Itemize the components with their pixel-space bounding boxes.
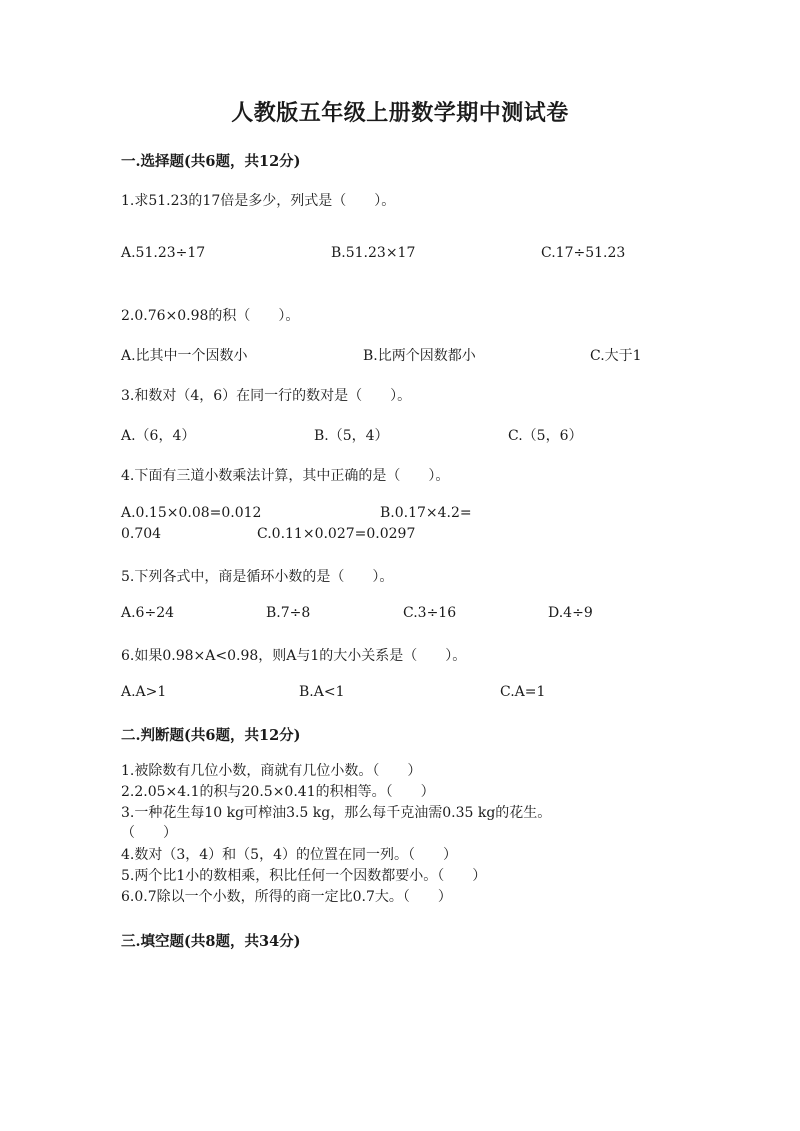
option-6b: B.A<1: [299, 684, 345, 700]
option-4b: B.0.17×4.2=: [380, 505, 472, 521]
section-heading-choice: 一.选择题(共6题，共12分): [121, 153, 301, 170]
option-5d: D.4÷9: [548, 605, 593, 621]
option-6a: A.A>1: [121, 684, 167, 700]
question-5: 5.下列各式中，商是循环小数的是（ ）。: [121, 569, 394, 585]
option-1a: A.51.23÷17: [121, 245, 206, 261]
option-3c: C.（5，6）: [508, 428, 583, 444]
question-6: 6.如果0.98×A<0.98，则A与1的大小关系是（ ）。: [121, 648, 467, 664]
option-6c: C.A=1: [500, 684, 546, 700]
option-5b: B.7÷8: [266, 605, 311, 621]
option-2c: C.大于1: [590, 348, 642, 364]
question-2: 2.0.76×0.98的积（ ）。: [121, 308, 300, 324]
option-5a: A.6÷24: [121, 605, 175, 621]
tf-item-5: 5.两个比1小的数相乘，积比任何一个因数都要小。（ ）: [121, 868, 487, 884]
option-2b: B.比两个因数都小: [363, 348, 476, 364]
section-heading-fill-in: 三.填空题(共8题，共34分): [121, 933, 301, 950]
option-1b: B.51.23×17: [331, 245, 416, 261]
tf-item-3-continued: （ ）: [121, 825, 177, 841]
option-4a: A.0.15×0.08=0.012: [121, 505, 262, 521]
page-title: 人教版五年级上册数学期中测试卷: [231, 100, 569, 126]
option-4b-continued: 0.704: [121, 526, 162, 542]
option-3b: B.（5，4）: [314, 428, 389, 444]
question-1: 1.求51.23的17倍是多少，列式是（ ）。: [121, 193, 396, 209]
option-3a: A.（6，4）: [121, 428, 196, 444]
option-2a: A.比其中一个因数小: [121, 348, 248, 364]
option-4c: C.0.11×0.027=0.0297: [257, 526, 416, 542]
question-4: 4.下面有三道小数乘法计算，其中正确的是（ ）。: [121, 468, 450, 484]
option-1c: C.17÷51.23: [541, 245, 626, 261]
section-heading-true-false: 二.判断题(共6题，共12分): [121, 727, 301, 744]
tf-item-6: 6.0.7除以一个小数，所得的商一定比0.7大。（ ）: [121, 889, 452, 905]
tf-item-1: 1.被除数有几位小数，商就有几位小数。（ ）: [121, 763, 422, 779]
tf-item-4: 4.数对（3，4）和（5，4）的位置在同一列。（ ）: [121, 847, 457, 863]
tf-item-3: 3.一种花生每10 kg可榨油3.5 kg，那么每千克油需0.35 kg的花生。: [121, 805, 552, 821]
option-5c: C.3÷16: [403, 605, 457, 621]
question-3: 3.和数对（4，6）在同一行的数对是（ ）。: [121, 388, 412, 404]
tf-item-2: 2.2.05×4.1的积与20.5×0.41的积相等。（ ）: [121, 784, 435, 800]
